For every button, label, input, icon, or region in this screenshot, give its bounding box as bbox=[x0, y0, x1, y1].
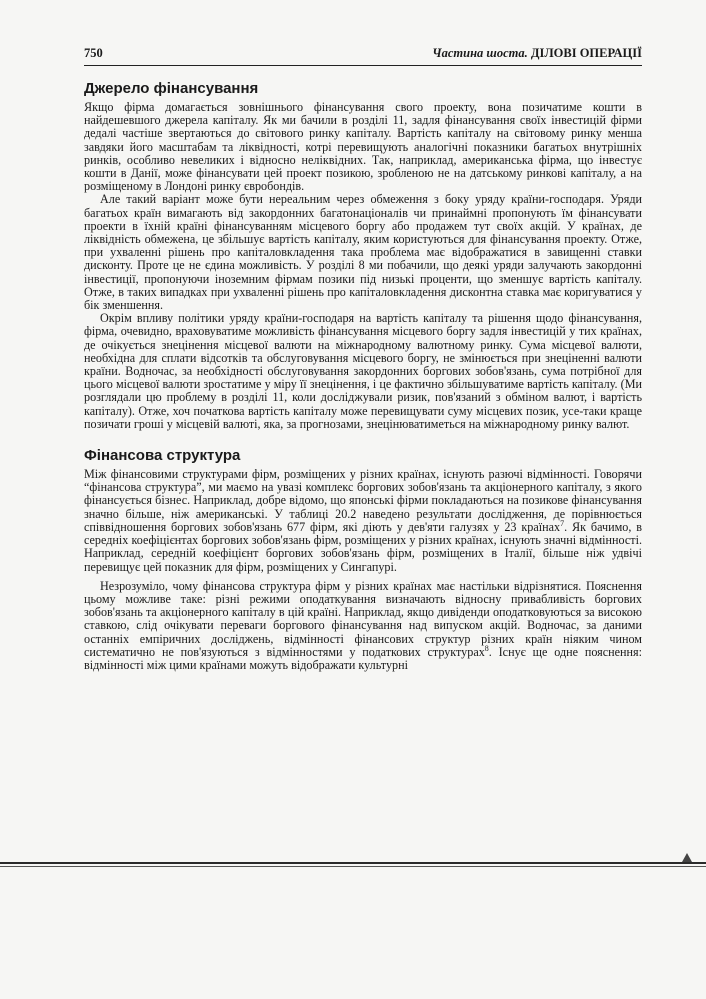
paragraph-text: . Існує ще одне пояснення: відмінності між цими країнами можуть відображати культурні bbox=[84, 644, 642, 672]
heading-financial-structure: Фінансова структура bbox=[84, 447, 241, 465]
footnote-ref[interactable]: 8 bbox=[484, 643, 489, 653]
footnote-ref[interactable]: 7 bbox=[560, 518, 565, 528]
paragraph: Але такий варіант може бути нереальним через обмеження з боку уряду країни-господаря. Уряди багатьох країн вимагають від закордонних багатонаціоналів чи принаймні пропонують їм фінансувати проекти в їхній країні фінансуванням місцевого боргу або продажем тут своїх акцій. У країнах, де ліквідність обмежена, це збільшує вартість капіталу, яким користуються для фінансування проекту. Отже, при ухваленні рішень про капіталовкладення така проблема має відображатися в завищенні ставки дисконту. Проте це не єдина можливість. У розділі 8 ми побачили, що деякі уряди залучають закордонні інвестиції, пропонуючи іноземним фірмам позики під низькі проценти, що зменшує вартість капіталу. Отже, в таких випадках при ухваленні рішень про капіталовкладення дисконтна ставка має коригуватися у бік зменшення. bbox=[84, 192, 642, 313]
paragraph: Окрім впливу політики уряду країни-господаря на вартість капіталу та рішення щодо фінансування, фірма, очевидно, враховуватиме можливість фінансування місцевого боргу задля інвестицій у тих країнах, де очікується знецінення місцевої валюти на міжнародному валютному ринку. Сума місцевої валюти, необхідна для сплати відсотків та обслуговування місцевого боргу, не змінюється при знеціненні валюти країни. Водночас, за необхідності обслуговування закордонних боргових зобов'язань, сума потрібної для цього місцевої валюти зростатиме у міру її знецінення, і це фактично збільшуватиме вартість капіталу. (Ми розглядали цю проблему в розділі 11, коли досліджували ризик, пов'язаний з обміном валют, і вартість капіталу). Отже, хоч початкова вартість капіталу може перевищувати суму місцевих позик, усе-таки краще позичати гроші у місцевій валюті, яка, за прогнозами, знецінюватиметься на міжнародному ринку валют. bbox=[84, 311, 642, 431]
paragraph: Якщо фірма домагається зовнішнього фінансування свого проекту, вона позичатиме кошти в найдешевшого джерела капіталу. Як ми бачили в розділі 11, задля фінансування своїх інвестицій фірми дедалі частіше звертаються до світового ринку капіталу. Вартість капіталу на світовому ринку менша завдяки його масштабам та ліквідності, котрі перевищують аналогічні показники багатьох внутрішніх ринків, особливо невеликих і відносно неліквідних. Так, наприклад, американська фірма, що інвестує кошти в Данії, може фінансувати цей проект позикою, зробленою не на датському ринкові капіталу, а на розміщеному в Лондоні ринку євробондів. bbox=[84, 100, 642, 194]
scan-mark-icon bbox=[680, 850, 694, 864]
paragraph-text: Незрозуміло, чому фінансова структура фірм у різних країнах має настільки відрізнятися. Пояснення цьому можливе таке: різні режими оподаткування визначають відносну привабливість боргових зобов'язань та акціонерного капіталу в цій країні. Наприклад, якщо дивіденди оподатковуються за високою ставкою, слід очікувати переваги боргового фінансування над випуском акцій. Водночас, за даними останніх емпіричних досліджень, відмінності фінансових структур різних країн ніяким чином систематично не пов'язуються з відмінностями у податкових структурах bbox=[84, 578, 642, 659]
bottom-rule bbox=[0, 862, 706, 864]
section-title-caps: ДІЛОВІ ОПЕРАЦІЇ bbox=[530, 46, 642, 60]
section-title bbox=[432, 46, 642, 61]
paragraph-text: . Як бачимо, в середніх коефіцієнтах боргових зобов'язань фірм, розміщених у різних країнах, існують значні відмінності. Наприклад, середній коефіцієнт боргових зобов'язань фірм, розміщених в Італії, більше ніж удвічі перевищує цей показник для фірм, розміщених у Сингапурі. bbox=[84, 519, 642, 574]
paragraph-text: Між фінансовими структурами фірм, розміщених у різних країнах, існують разючі відмінності. Говорячи “фінансова структура”, ми маємо на увазі комплекс боргових зобов'язань та акціонерного капіталу, з якого фінансується бізнес. Наприклад, добре відомо, що японські фірми покладаються на позикове фінансування значно більше, ніж американські. У таблиці 20.2 наведено результати дослідження, де порівнюється співвідношення боргових зобов'язань 677 фірм, які діють у дев'яти галузях у 23 країнах bbox=[84, 467, 642, 534]
bottom-rule-thin bbox=[0, 866, 706, 867]
section-prefix: Частина шоста. bbox=[432, 46, 531, 60]
paragraph bbox=[84, 468, 642, 574]
heading-funding-source: Джерело фінансування bbox=[84, 80, 259, 97]
paragraph bbox=[84, 580, 642, 672]
running-header bbox=[84, 46, 642, 66]
book-page bbox=[84, 46, 642, 672]
page-number: 750 bbox=[84, 46, 103, 60]
